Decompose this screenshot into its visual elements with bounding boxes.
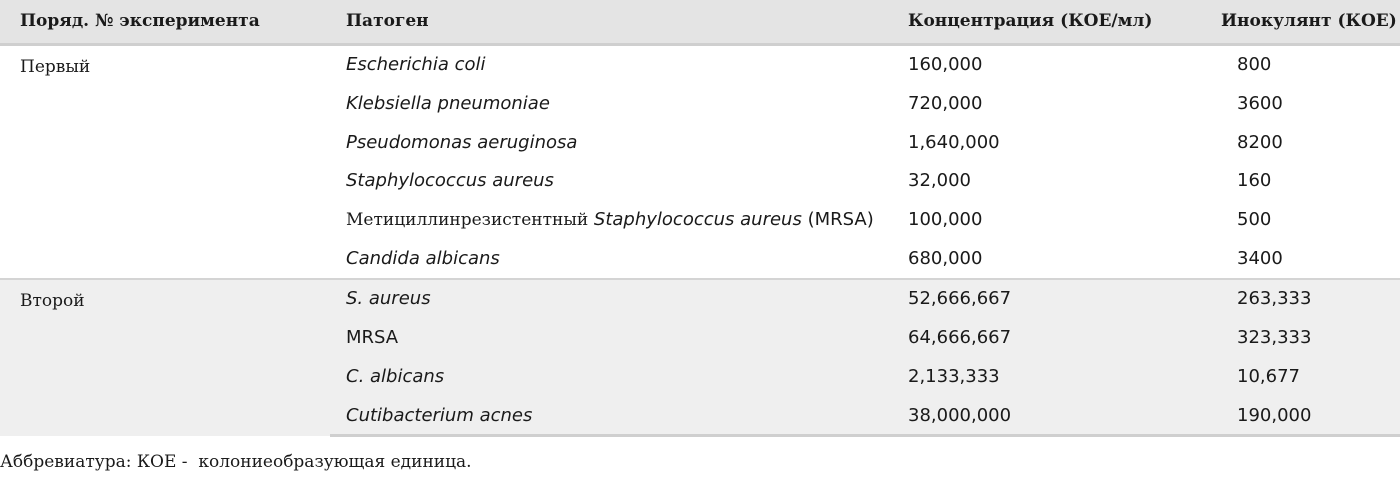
pathogen-cell: Klebsiella pneumoniae <box>346 93 550 115</box>
experiment-label-second: Второй <box>0 279 330 436</box>
pathogen-suffix: (MRSA) <box>807 209 874 231</box>
concentration-cell: 38,000,000 <box>892 396 1221 436</box>
experiment-label-first: Первый <box>20 56 91 77</box>
inoculant-cell: 3400 <box>1237 247 1283 269</box>
header-pathogen: Патоген <box>330 0 892 44</box>
pathogen-cell: Candida albicans <box>346 247 500 269</box>
pathogen-cell: Escherichia coli <box>346 54 486 76</box>
pathogen-cell: MRSA <box>346 327 399 349</box>
header-concentration: Концентрация (КОЕ/мл) <box>892 0 1221 44</box>
concentration-cell: 100,000 <box>908 209 983 231</box>
pathogen-cell: S. aureus <box>330 279 892 319</box>
concentration-cell: 160,000 <box>908 54 983 76</box>
pathogen-italic: Staphylococcus aureus <box>593 209 802 231</box>
pathogen-cell <box>330 200 892 239</box>
concentration-cell: 1,640,000 <box>908 131 1000 153</box>
concentration-cell: 32,000 <box>908 170 971 192</box>
inoculant-cell: 500 <box>1237 209 1272 231</box>
pathogen-cell: Pseudomonas aeruginosa <box>346 131 578 153</box>
header-inoculant: Инокулянт (КОЕ) <box>1221 0 1400 44</box>
table-row <box>0 279 1400 319</box>
table-row <box>0 44 1400 84</box>
pathogen-prefix: Метициллинрезистентный <box>346 210 589 231</box>
header-experiment: Поряд. № эксперимента <box>0 0 330 44</box>
inoculant-cell: 160 <box>1237 170 1272 192</box>
inoculant-cell: 190,000 <box>1221 396 1400 436</box>
inoculant-cell: 8200 <box>1237 131 1283 153</box>
inoculant-cell: 323,333 <box>1237 327 1312 349</box>
pathogen-cell: Staphylococcus aureus <box>346 170 554 192</box>
concentration-cell: 680,000 <box>908 247 983 269</box>
concentration-cell: 52,666,667 <box>892 279 1221 319</box>
concentration-cell: 2,133,333 <box>908 365 1000 387</box>
inoculant-cell: 10,677 <box>1237 365 1300 387</box>
inoculant-cell: 800 <box>1237 54 1272 76</box>
inoculant-cell: 3600 <box>1237 93 1283 115</box>
pathogen-cell: Cutibacterium acnes <box>330 396 892 436</box>
table-header-row <box>0 0 1400 44</box>
pathogen-cell: C. albicans <box>346 365 445 387</box>
concentration-cell: 720,000 <box>908 93 983 115</box>
inoculant-cell: 263,333 <box>1221 279 1400 319</box>
concentration-cell: 64,666,667 <box>908 327 1012 349</box>
table-footnote: Аббревиатура: КОЕ - колониеобразующая единица. <box>0 452 472 472</box>
